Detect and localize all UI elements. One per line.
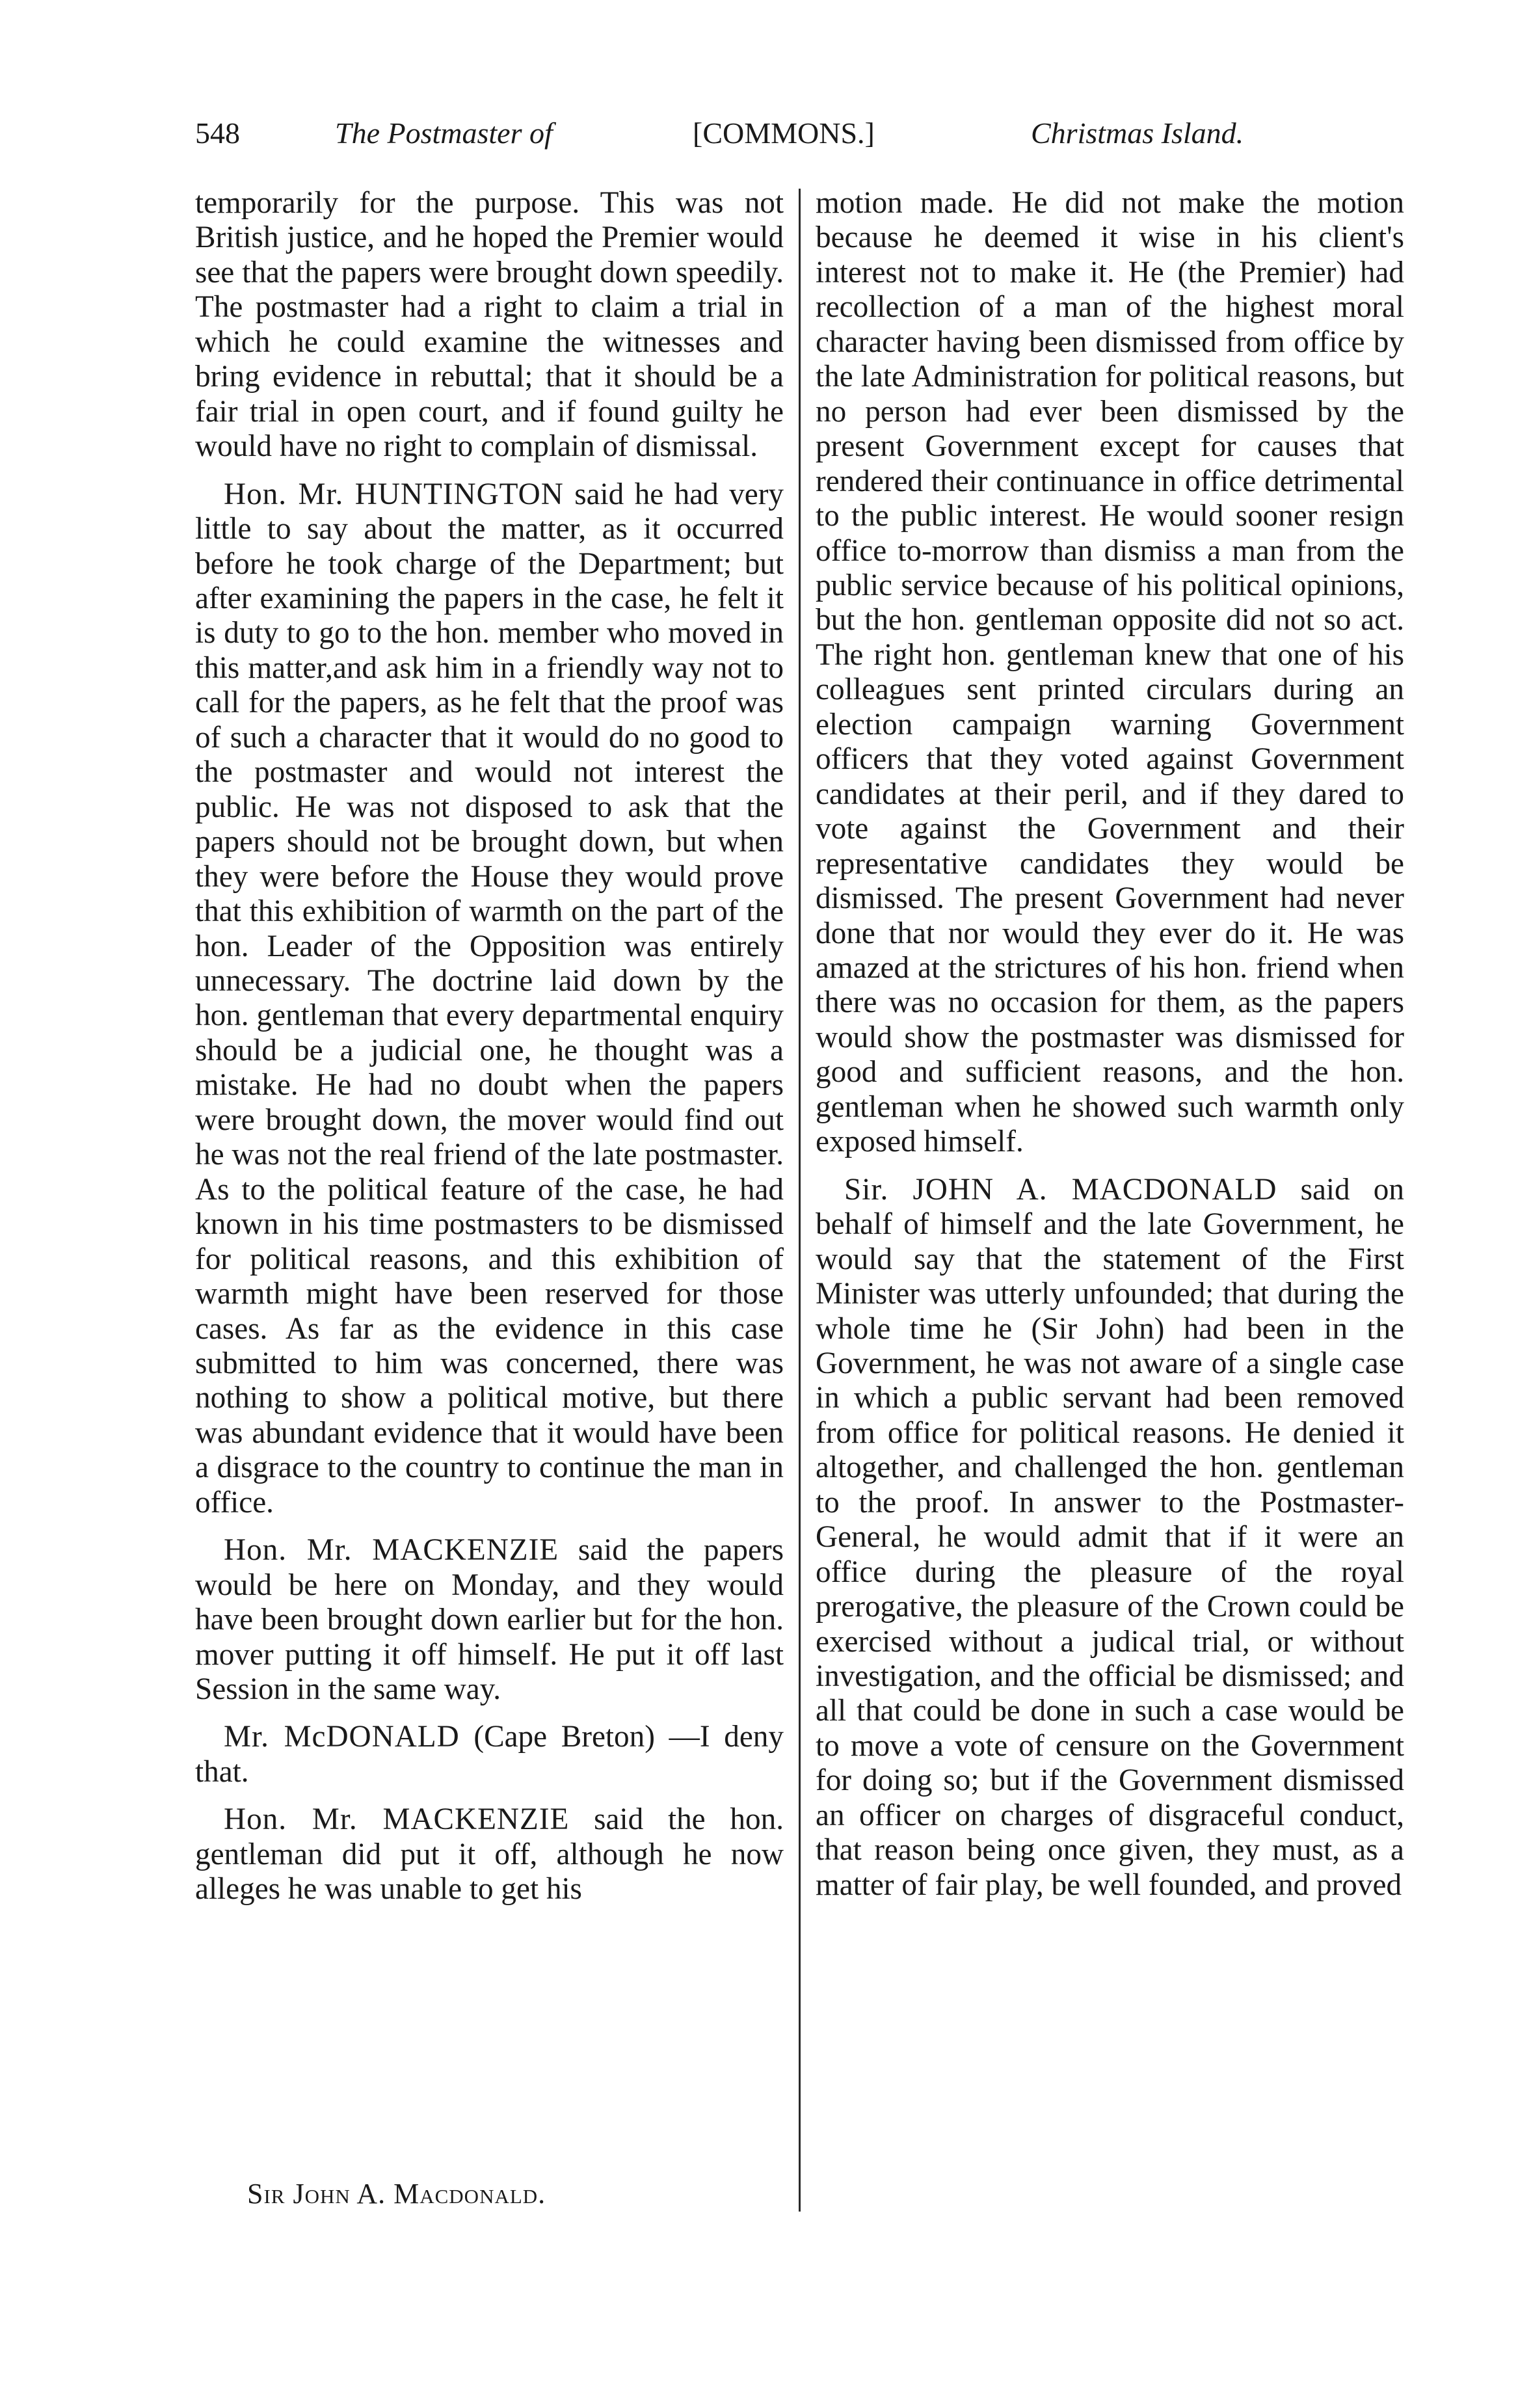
header-right-title: Christmas Island. xyxy=(1031,116,1244,150)
paragraph-text: said on behalf of himself and the late Government, he would say that the statement of the First Minister was utterly unfounded; that during the whole time he (Sir John) had been in the Government, he was not aware of a single case in which a public servant had been removed from office for political reasons. He denied it altogether, and challenged the hon. gentleman to the proof. In answer to the Postmaster-General, he would admit that if it were an office during the pleasure of the royal prerogative, the pleasure of the Crown could be exercised without a judical trial, or without investigation, and the official be dismissed; and all that could be done in such a case would be to move a vote of censure on the Government for doing so; but if the Government dismissed an officer on charges of disgraceful conduct, that reason being once given, they must, as a matter of fair play, be well founded, and proved xyxy=(816,1172,1404,1902)
header-center-title: [COMMONS.] xyxy=(693,116,875,150)
left-paragraph-2 xyxy=(195,477,784,1521)
column-divider xyxy=(799,189,801,2212)
speaker-name: Hon. Mr. MACKENZIE xyxy=(224,1533,559,1568)
paragraph-text: said the hon. gentleman did put it off, although he now alleges he was unable to get his xyxy=(195,1802,784,1906)
paragraph-text: (Cape Breton) —I deny that. xyxy=(195,1720,784,1789)
running-header xyxy=(195,114,1327,159)
speaker-name: Mr. McDONALD xyxy=(224,1720,460,1754)
page-number: 548 xyxy=(195,116,240,150)
speaker-name: Sir. JOHN A. MACDONALD xyxy=(844,1172,1277,1207)
paragraph-text: said the papers would be here on Monday, and they would have been brought down earlier but for the hon. mover putting it off himself. He put it off last Session in the same way. xyxy=(195,1533,784,1707)
speaker-name: Hon. Mr. HUNTINGTON xyxy=(224,477,564,511)
right-column xyxy=(816,186,1404,1916)
left-paragraph-1: temporarily for the purpose. This was not British justice, and he hoped the Premier would see that the papers were brought down speedily. The postmaster had a right to claim a trial in which he could examine the witnesses and bring evidence in rebuttal; that it should be a fair trial in open court, and if found guilty he would have no right to complain of dismissal. xyxy=(195,186,784,464)
left-paragraph-5 xyxy=(195,1802,784,1906)
right-paragraph-1: motion made. He did not make the motion because he deemed it wise in his client's interest not to make it. He (the Premier) had recollection of a man of the highest moral character having been dismissed from office by the late Administration for political reasons, but no person had ever been dismissed by the present Government except for causes that rendered their continuance in office detrimental to the public interest. He would sooner resign office to-morrow than dismiss a man from the public service because of his political opinions, but the hon. gentleman opposite did not so act. The right hon. gentleman knew that one of his colleagues sent printed circulars during an election campaign warning Government officers that they voted against Government candidates at their peril, and if they dared to vote against the Government and their representative candidates they would be dismissed. The present Government had never done that nor would they ever do it. He was amazed at the strictures of his hon. friend when there was no occasion for them, as the papers would show the postmaster was dismissed for good and sufficient reasons, and the hon. gentleman when he showed such warmth only exposed himself. xyxy=(816,186,1404,1159)
right-paragraph-2 xyxy=(816,1173,1404,1903)
left-paragraph-4 xyxy=(195,1720,784,1789)
paragraph-text: said he had very little to say about the matter, as it occurred before he took charge of the Department; but after examining the papers in the case, he felt it is duty to go to the hon. member who moved in this matter,and ask him in a friendly way not to call for the papers, as he felt that the proof was of such a character that it would do no good to the postmaster and would not interest the public. He was not disposed to ask that the papers should not be brought down, but when they were before the House they would prove that this exhibition of warmth on the part of the hon. Leader of the Opposition was entirely unnecessary. The doctrine laid down by the hon. gentleman that every departmental enquiry should be a judicial one, he thought was a mistake. He had no doubt when the papers were brought down, the mover would find out he was not the real friend of the late postmaster. As to the political feature of the case, he had known in his time postmasters to be dismissed for political reasons, and this exhibition of warmth might have been reserved for those cases. As far as the evidence in this case submitted to him was concerned, there was nothing to show a political motive, but there was abundant evidence that it would have been a disgrace to the country to continue the man in office. xyxy=(195,477,784,1519)
left-column xyxy=(195,186,784,1920)
speaker-name: Hon. Mr. MACKENZIE xyxy=(224,1802,570,1837)
header-left-title: The Postmaster of xyxy=(335,116,553,150)
catchword: Sir John A. Macdonald. xyxy=(247,2178,546,2210)
left-paragraph-3 xyxy=(195,1533,784,1707)
